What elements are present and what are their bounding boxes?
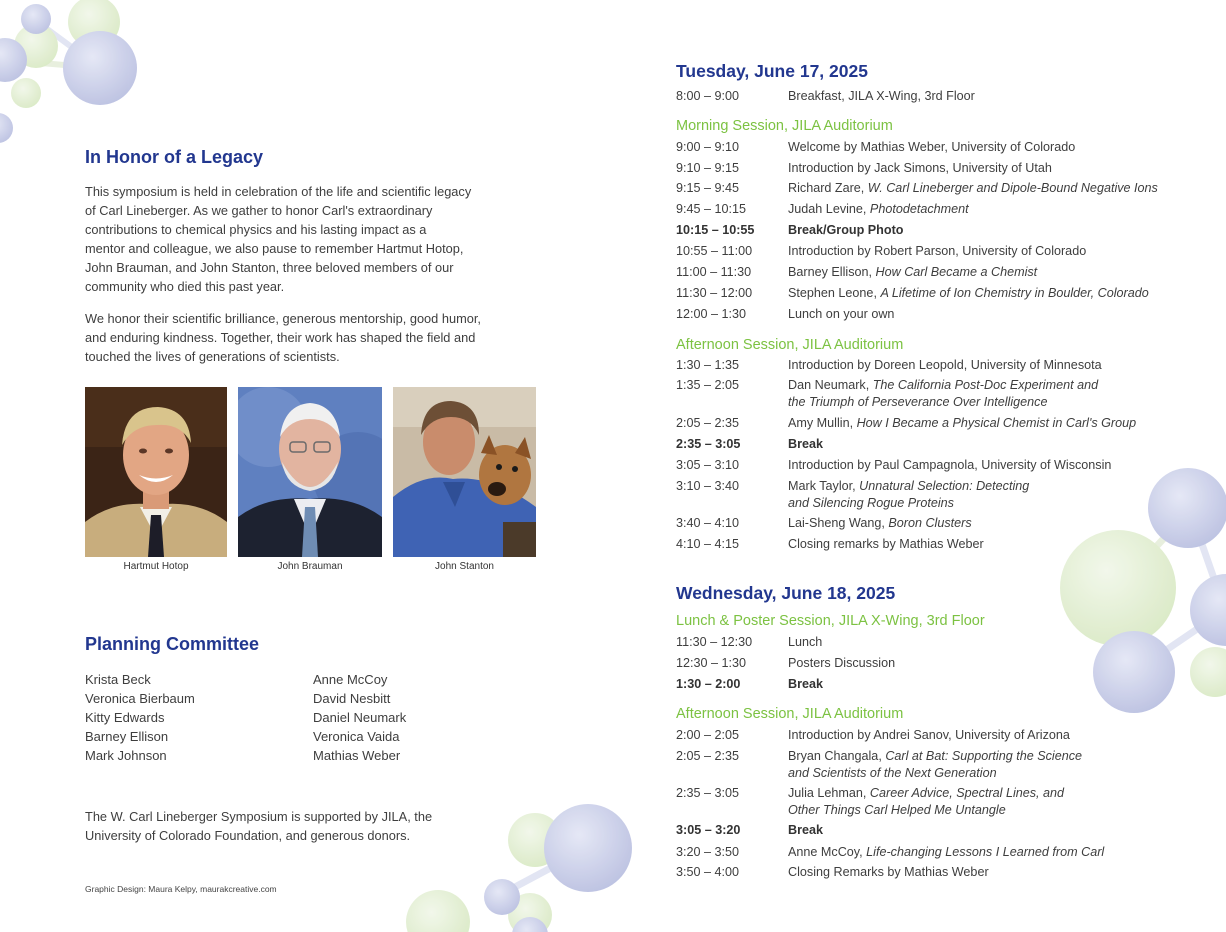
session-title: Lunch & Poster Session, JILA X-Wing, 3rd Floor: [676, 613, 985, 629]
schedule-description: [788, 727, 1188, 744]
session-title: Afternoon Session, JILA Auditorium: [676, 706, 904, 722]
talk-title: How Carl Became a Chemist: [875, 265, 1038, 279]
schedule-time: 9:15 – 9:45: [676, 181, 740, 195]
talk-title: W. Carl Lineberger and Dipole-Bound Negative Ions: [867, 181, 1158, 195]
schedule-time: 3:20 – 3:50: [676, 845, 740, 859]
photo-caption: John Stanton: [435, 561, 494, 572]
committee-member: Krista Beck: [85, 672, 151, 687]
schedule-time: 3:50 – 4:00: [676, 865, 740, 879]
schedule-time: 9:00 – 9:10: [676, 140, 740, 154]
schedule-time: 12:30 – 1:30: [676, 656, 747, 670]
schedule-time: 3:40 – 4:10: [676, 516, 740, 530]
text-line: mentor and colleague, we also pause to remember Hartmut Hotop,: [85, 241, 464, 256]
schedule-text: Welcome by Mathias Weber, University of Colorado: [788, 140, 1076, 154]
schedule-description: [788, 285, 1188, 302]
schedule-text: Breakfast, JILA X-Wing, 3rd Floor: [788, 89, 975, 103]
text-line: This symposium is held in celebration of the life and scientific legacy: [85, 184, 472, 199]
schedule-description: [788, 357, 1188, 374]
schedule-time: 11:30 – 12:30: [676, 635, 753, 649]
schedule-text: Introduction by Jack Simons, University of Utah: [788, 161, 1052, 175]
schedule-text: Break/Group Photo: [788, 223, 904, 237]
schedule-time: 2:05 – 2:35: [676, 749, 740, 763]
schedule-description: [788, 457, 1188, 474]
schedule-description: [788, 536, 1188, 553]
schedule-text: Anne McCoy,: [788, 845, 867, 859]
schedule-description: [788, 785, 1188, 819]
committee-member: Daniel Neumark: [313, 710, 407, 725]
committee-column-2: [313, 670, 406, 765]
schedule-text: Closing remarks by Mathias Weber: [788, 537, 984, 551]
committee-member: Anne McCoy: [313, 672, 388, 687]
schedule-time: 3:05 – 3:20: [676, 823, 741, 837]
committee-title: Planning Committee: [85, 634, 260, 654]
schedule-time: 9:45 – 10:15: [676, 202, 747, 216]
schedule-description: [788, 160, 1188, 177]
schedule-description: [788, 844, 1188, 861]
schedule-text: Introduction by Doreen Leopold, University of Minnesota: [788, 358, 1102, 372]
schedule-description: [788, 415, 1188, 432]
talk-title: Photodetachment: [869, 202, 969, 216]
text-line: of Carl Lineberger. As we gather to honor Carl's extraordinary: [85, 203, 433, 218]
text-line: community who died this past year.: [85, 279, 285, 294]
schedule-text: Amy Mullin,: [788, 416, 857, 430]
schedule-time: 2:05 – 2:35: [676, 416, 740, 430]
schedule-time: 11:00 – 11:30: [676, 265, 752, 279]
talk-title: A Lifetime of Ion Chemistry in Boulder, Colorado: [880, 286, 1149, 300]
schedule-description: [788, 243, 1188, 260]
text-line: contributions to chemical physics and his lasting impact as a: [85, 222, 427, 237]
design-credit: Graphic Design: Maura Kelpy, maurakcreative.com: [85, 884, 277, 894]
schedule-text: Julia Lehman,: [788, 786, 870, 800]
text-line: John Brauman, and John Stanton, three beloved members of our: [85, 260, 454, 275]
photo-caption: John Brauman: [277, 561, 343, 572]
text-line: The W. Carl Lineberger Symposium is supported by JILA, the: [85, 809, 433, 824]
schedule-description: [788, 306, 1188, 323]
legacy-paragraph-1: [85, 182, 525, 296]
schedule-text: Dan Neumark,: [788, 378, 873, 392]
schedule-description: [788, 139, 1188, 156]
photo-john-brauman: [238, 387, 382, 557]
schedule-text: Introduction by Andrei Sanov, University of Arizona: [788, 728, 1070, 742]
talk-title: Boron Clusters: [888, 516, 972, 530]
text-line: University of Colorado Foundation, and generous donors.: [85, 828, 411, 843]
schedule-time: 12:00 – 1:30: [676, 307, 747, 321]
schedule-description: [788, 655, 1188, 672]
schedule-time: 2:00 – 2:05: [676, 728, 740, 742]
talk-title: How I Became a Physical Chemist in Carl's Group: [856, 416, 1137, 430]
committee-member: Veronica Vaida: [313, 729, 400, 744]
schedule-time: 9:10 – 9:15: [676, 161, 740, 175]
schedule-description: [788, 676, 1188, 693]
schedule-text: Lunch on your own: [788, 307, 895, 321]
schedule-description: [788, 478, 1188, 512]
schedule-description: [788, 180, 1188, 197]
day-heading-tuesday: Tuesday, June 17, 2025: [676, 61, 868, 81]
schedule-text: Introduction by Robert Parson, University of Colorado: [788, 244, 1087, 258]
session-title: Afternoon Session, JILA Auditorium: [676, 337, 904, 353]
schedule-text: Break: [788, 677, 824, 691]
schedule-description: [788, 222, 1188, 239]
talk-title: The California Post-Doc Experiment and: [872, 378, 1099, 392]
schedule-time: 1:35 – 2:05: [676, 378, 740, 392]
photo-hartmut-hotop: [85, 387, 227, 557]
schedule-text: Closing Remarks by Mathias Weber: [788, 865, 989, 879]
schedule-description: [788, 515, 1188, 532]
schedule-description: [788, 822, 1188, 839]
committee-member: Mark Johnson: [85, 748, 167, 763]
committee-member: Veronica Bierbaum: [85, 691, 195, 706]
schedule-text: Break: [788, 823, 824, 837]
schedule-text: Break: [788, 437, 824, 451]
schedule-text: Mark Taylor,: [788, 479, 860, 493]
schedule-description: [788, 436, 1188, 453]
text-line: and enduring kindness. Together, their work has shaped the field and: [85, 330, 476, 345]
schedule-description: [788, 377, 1188, 411]
schedule-description: [788, 634, 1188, 651]
talk-title: Career Advice, Spectral Lines, and: [869, 786, 1065, 800]
session-title: Morning Session, JILA Auditorium: [676, 118, 893, 134]
schedule-text: Bryan Changala,: [788, 749, 886, 763]
schedule-text: Richard Zare,: [788, 181, 868, 195]
schedule-time: 10:15 – 10:55: [676, 223, 755, 237]
schedule-text: Lai-Sheng Wang,: [788, 516, 889, 530]
day-heading-wednesday: Wednesday, June 18, 2025: [676, 583, 896, 603]
schedule-time: 3:10 – 3:40: [676, 479, 740, 493]
schedule-text: Posters Discussion: [788, 656, 896, 670]
schedule-time: 2:35 – 3:05: [676, 437, 741, 451]
talk-title: Carl at Bat: Supporting the Science: [885, 749, 1083, 763]
committee-member: Barney Ellison: [85, 729, 169, 744]
text-line: touched the lives of generations of scientists.: [85, 349, 340, 364]
talk-title-continued: Other Things Carl Helped Me Untangle: [788, 803, 1006, 817]
talk-title: Life-changing Lessons I Learned from Carl: [866, 845, 1105, 859]
legacy-paragraph-2: [85, 309, 525, 366]
talk-title: Unnatural Selection: Detecting: [859, 479, 1030, 493]
schedule-description: [788, 201, 1188, 218]
schedule-time: 2:35 – 3:05: [676, 786, 740, 800]
text-line: We honor their scientific brilliance, generous mentorship, good humor,: [85, 311, 481, 326]
talk-title-continued: and Silencing Rogue Proteins: [788, 496, 954, 510]
legacy-title: In Honor of a Legacy: [85, 147, 264, 167]
support-statement: [85, 807, 505, 845]
schedule-description: [788, 748, 1188, 782]
schedule-text: Barney Ellison,: [788, 265, 876, 279]
committee-member: David Nesbitt: [313, 691, 391, 706]
schedule-time: 8:00 – 9:00: [676, 89, 740, 103]
schedule-time: 1:30 – 1:35: [676, 358, 740, 372]
schedule-text: Introduction by Paul Campagnola, University of Wisconsin: [788, 458, 1112, 472]
schedule-time: 11:30 – 12:00: [676, 286, 753, 300]
schedule-time: 1:30 – 2:00: [676, 677, 741, 691]
committee-member: Kitty Edwards: [85, 710, 165, 725]
schedule-description: [788, 864, 1188, 881]
schedule-time: 4:10 – 4:15: [676, 537, 740, 551]
talk-title-continued: and Scientists of the Next Generation: [788, 766, 997, 780]
schedule-description: [788, 264, 1188, 281]
schedule-description: [788, 88, 1188, 105]
schedule-text: Stephen Leone,: [788, 286, 881, 300]
schedule-time: 10:55 – 11:00: [676, 244, 753, 258]
photo-john-stanton: [393, 387, 536, 557]
committee-member: Mathias Weber: [313, 748, 401, 763]
schedule-text: Lunch: [788, 635, 823, 649]
committee-column-1: [85, 670, 195, 765]
schedule-time: 3:05 – 3:10: [676, 458, 740, 472]
schedule-text: Judah Levine,: [788, 202, 870, 216]
talk-title-continued: the Triumph of Perseverance Over Intelligence: [788, 395, 1048, 409]
photo-caption: Hartmut Hotop: [123, 561, 189, 572]
